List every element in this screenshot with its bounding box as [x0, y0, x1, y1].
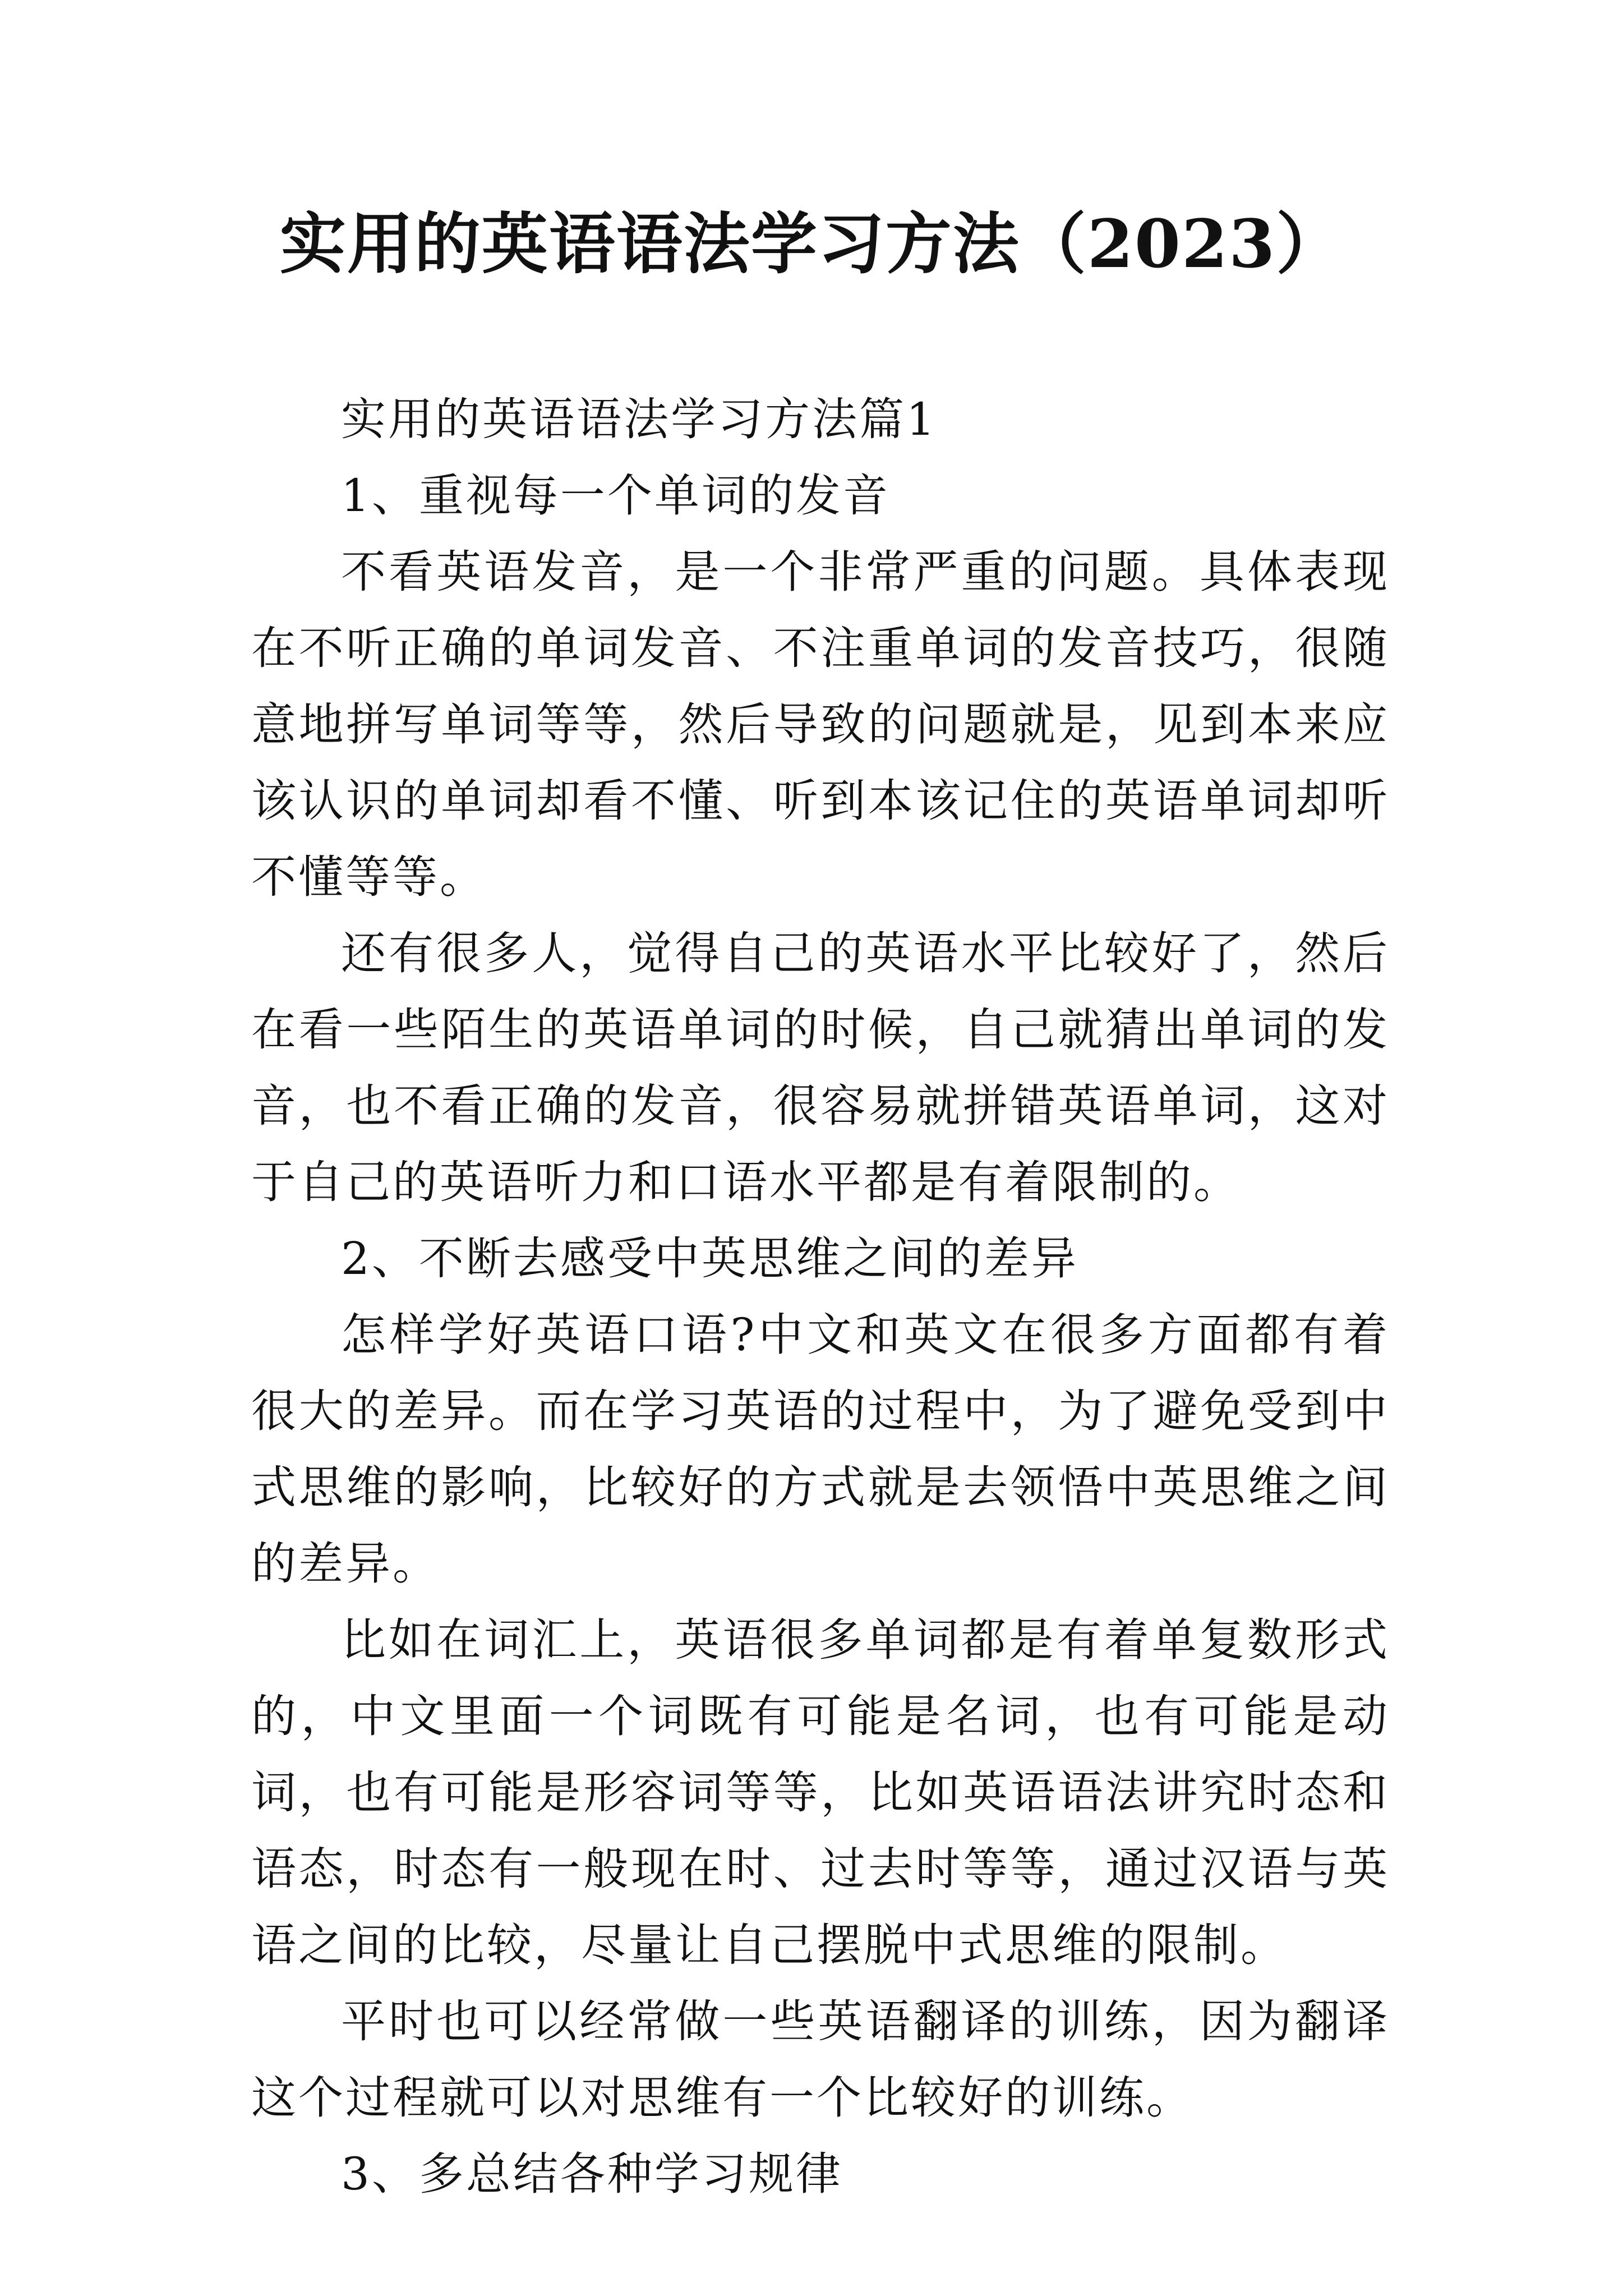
subheading-3: 3、多总结各种学习规律 [341, 2148, 843, 2200]
subheading-2: 2、不断去感受中英思维之间的差异 [341, 1232, 1078, 1285]
document-body [251, 381, 1390, 2212]
section-heading: 实用的英语语法学习方法篇1 [341, 393, 937, 445]
paragraph-1: 不看英语发音，是一个非常严重的问题。具体表现在不听正确的单词发音、不注重单词的发音技巧，很随意地拼写单词等等，然后导致的问题就是，见到本来应该认识的单词却看不懂、听到本该记住的英语单词却听不懂等等。 [251, 546, 1390, 903]
subheading-1: 1、重视每一个单词的发音 [341, 470, 890, 522]
paragraph-5: 平时也可以经常做一些英语翻译的训练，因为翻译这个过程就可以对思维有一个比较好的训练。 [251, 1995, 1390, 2124]
paragraph-2: 还有很多人，觉得自己的英语水平比较好了，然后在看一些陌生的英语单词的时候，自己就猜出单词的发音，也不看正确的发音，很容易就拼错英语单词，这对于自己的英语听力和口语水平都是有着限制的。 [251, 927, 1390, 1208]
document-title: 实用的英语语法学习方法（2023） [279, 205, 1344, 283]
paragraph-3: 怎样学好英语口语?中文和英文在很多方面都有着很大的差异。而在学习英语的过程中，为了避免受到中式思维的影响，比较好的方式就是去领悟中英思维之间的差异。 [251, 1309, 1390, 1590]
paragraph-4: 比如在词汇上，英语很多单词都是有着单复数形式的，中文里面一个词既有可能是名词，也有可能是动词，也有可能是形容词等等，比如英语语法讲究时态和语态，时态有一般现在时、过去时等等，通过汉语与英语之间的比较，尽量让自己摆脱中式思维的限制。 [251, 1614, 1390, 1971]
